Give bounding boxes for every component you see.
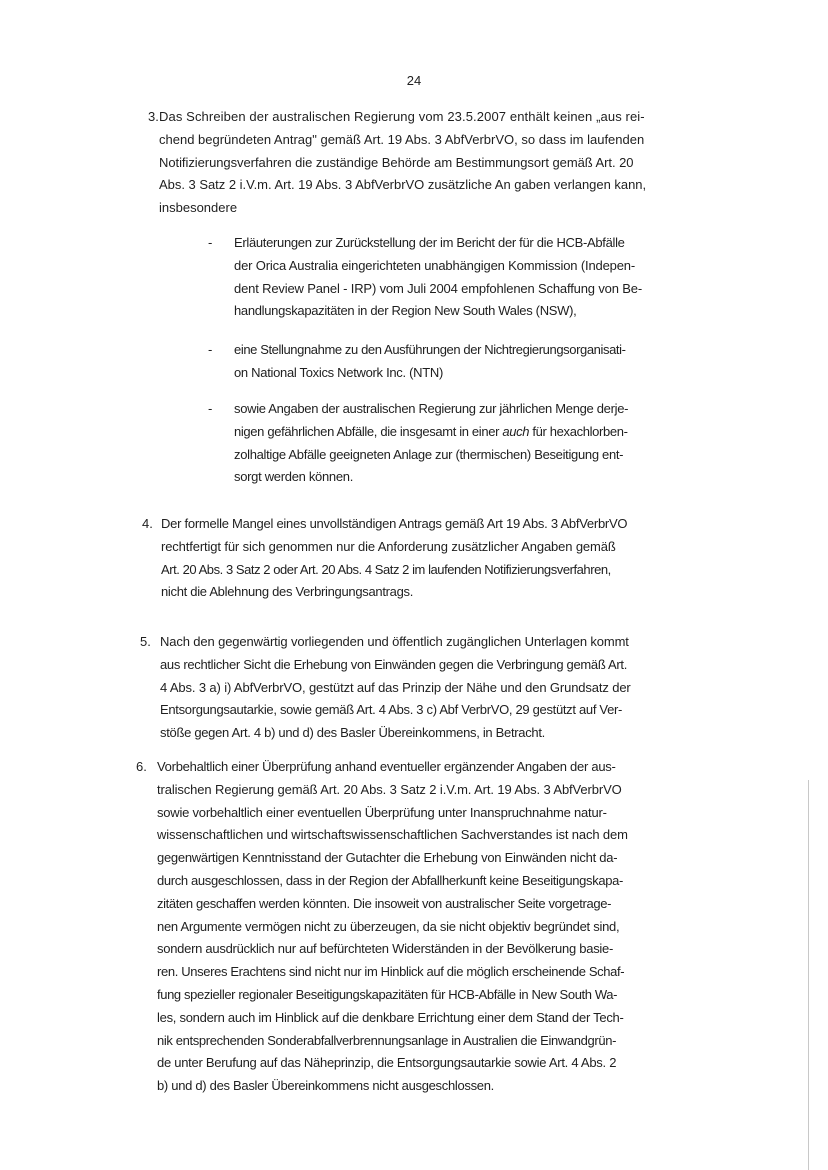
text-line: Nach den gegenwärtig vorliegenden und öffentlich zugänglichen Unterlagen kommt: [160, 634, 629, 649]
text-line: de unter Berufung auf das Näheprinzip, die Entsorgungsautarkie sowie Art. 4 Abs. 2: [157, 1055, 617, 1071]
text-line: sondern ausdrücklich nur auf befürchteten Widerständen in der Bevölkerung basie-: [157, 941, 614, 957]
bullet-item: [208, 232, 643, 323]
text-line: nigen gefährlichen Abfälle, die insgesamt in einer auch für hexachlorben-: [234, 423, 628, 439]
text-line: Notifizierungsverfahren die zuständige Behörde am Bestimmungsort gemäß Art. 20: [159, 154, 634, 170]
list-item-6: [136, 756, 677, 1098]
item-number: 6.: [136, 759, 147, 774]
text-line: eine Stellungnahme zu den Ausführungen der Nichtregierungsorganisati-: [234, 342, 626, 357]
text-line: Art. 20 Abs. 3 Satz 2 oder Art. 20 Abs. 4 Satz 2 im laufenden Notifizierungsverfahren,: [161, 561, 611, 577]
text-line: Entsorgungsautarkie, sowie gemäß Art. 4 Abs. 3 c) Abf VerbrVO, 29 gestützt auf Ver-: [160, 702, 623, 718]
item-number: 5.: [140, 634, 151, 649]
text-line: Abs. 3 Satz 2 i.V.m. Art. 19 Abs. 3 AbfVerbrVO zusätzliche An gaben verlangen kann,: [159, 177, 647, 193]
text-line: Erläuterungen zur Zurückstellung der im Bericht der für die HCB-Abfälle: [234, 235, 625, 250]
bullet-item: [208, 398, 629, 489]
text-line: insbesondere: [159, 200, 238, 216]
text-line: stöße gegen Art. 4 b) und d) des Basler Übereinkommens, in Betracht.: [160, 725, 545, 741]
text-line: nen Argumente vermögen nicht zu überzeugen, da sie nicht objektiv begründet sind,: [157, 918, 620, 934]
text-line: Vorbehaltlich einer Überprüfung anhand eventueller ergänzender Angaben der aus-: [157, 759, 616, 774]
text-line: handlungskapazitäten in der Region New South Wales (NSW),: [234, 303, 577, 319]
page-number: 24: [406, 73, 422, 88]
text-line: chend begründeten Antrag" gemäß Art. 19 Abs. 3 AbfVerbrVO, so dass im laufenden: [159, 131, 645, 147]
text-line: rechtfertigt für sich genommen nur die Anforderung zusätzlicher Angaben gemäß: [161, 538, 616, 554]
bullet-dash: -: [208, 342, 213, 357]
text-line: 4 Abs. 3 a) i) AbfVerbrVO, gestützt auf das Prinzip der Nähe und den Grundsatz der: [160, 679, 631, 695]
text-line: dent Review Panel - IRP) vom Juli 2004 empfohlenen Schaffung von Be-: [234, 280, 643, 296]
text-line: on National Toxics Network Inc. (NTN): [234, 364, 444, 380]
bullet-dash: -: [208, 401, 213, 416]
item-number: 3.: [148, 109, 159, 124]
text-line: nik entsprechenden Sonderabfallverbrennungsanlage in Australien die Einwandgrün-: [157, 1032, 617, 1048]
text-line: gegenwärtigen Kenntnisstand der Gutachter die Erhebung von Einwänden nicht da-: [157, 850, 618, 866]
text-line: les, sondern auch im Hinblick auf die denkbare Errichtung einer dem Stand der Tech-: [157, 1009, 624, 1025]
text-line: nicht die Ablehnung des Verbringungsantrags.: [161, 584, 414, 600]
text-line: ren. Unseres Erachtens sind nicht nur im Hinblick auf die möglich erscheinende Schaf-: [157, 964, 625, 980]
bullet-dash: -: [208, 235, 213, 250]
list-item-4: [142, 513, 681, 604]
item-number: 4.: [142, 516, 153, 531]
text-line: Das Schreiben der australischen Regierung vom 23.5.2007 enthält keinen „aus rei-: [159, 109, 645, 124]
text-line: b) und d) des Basler Übereinkommens nicht ausgeschlossen.: [157, 1078, 494, 1094]
text-line: zitäten geschaffen werden könnten. Die insoweit von australischer Seite vorgetrage-: [157, 895, 612, 911]
text-line: aus rechtlicher Sicht die Erhebung von Einwänden gegen die Verbringung gemäß Art.: [160, 656, 628, 672]
text-line: sowie vorbehaltlich einer eventuellen Überprüfung unter Inanspruchnahme natur-: [157, 804, 607, 820]
text-line: der Orica Australia eingerichteten unabhängigen Kommission (Indepen-: [234, 257, 636, 273]
scan-edge-line: [808, 780, 809, 1170]
emphasized-word: auch: [502, 423, 530, 439]
text-line: Der formelle Mangel eines unvollständigen Antrags gemäß Art 19 Abs. 3 AbfVerbrVO: [161, 516, 628, 531]
text-line: sowie Angaben der australischen Regierung zur jährlichen Menge derje-: [234, 401, 629, 416]
list-item-5: [140, 631, 680, 745]
text-line: wissenschaftlichen und wirtschaftswissenschaftlichen Sachverstandes ist nach dem: [157, 827, 628, 843]
text-line: zolhaltige Abfälle geeigneten Anlage zur (thermischen) Beseitigung ent-: [234, 446, 624, 462]
text-line: fung spezieller regionaler Beseitigungskapazitäten für HCB-Abfälle in New South Wa-: [157, 986, 618, 1002]
list-item-3: [148, 106, 679, 220]
text-line: tralischen Regierung gemäß Art. 20 Abs. 3 Satz 2 i.V.m. Art. 19 Abs. 3 AbfVerbrVO: [157, 781, 622, 797]
text-line: durch ausgeschlossen, dass in der Region der Abfallherkunft keine Beseitigungskapa-: [157, 872, 623, 888]
text-line: sorgt werden können.: [234, 469, 354, 485]
bullet-item: [208, 339, 626, 385]
